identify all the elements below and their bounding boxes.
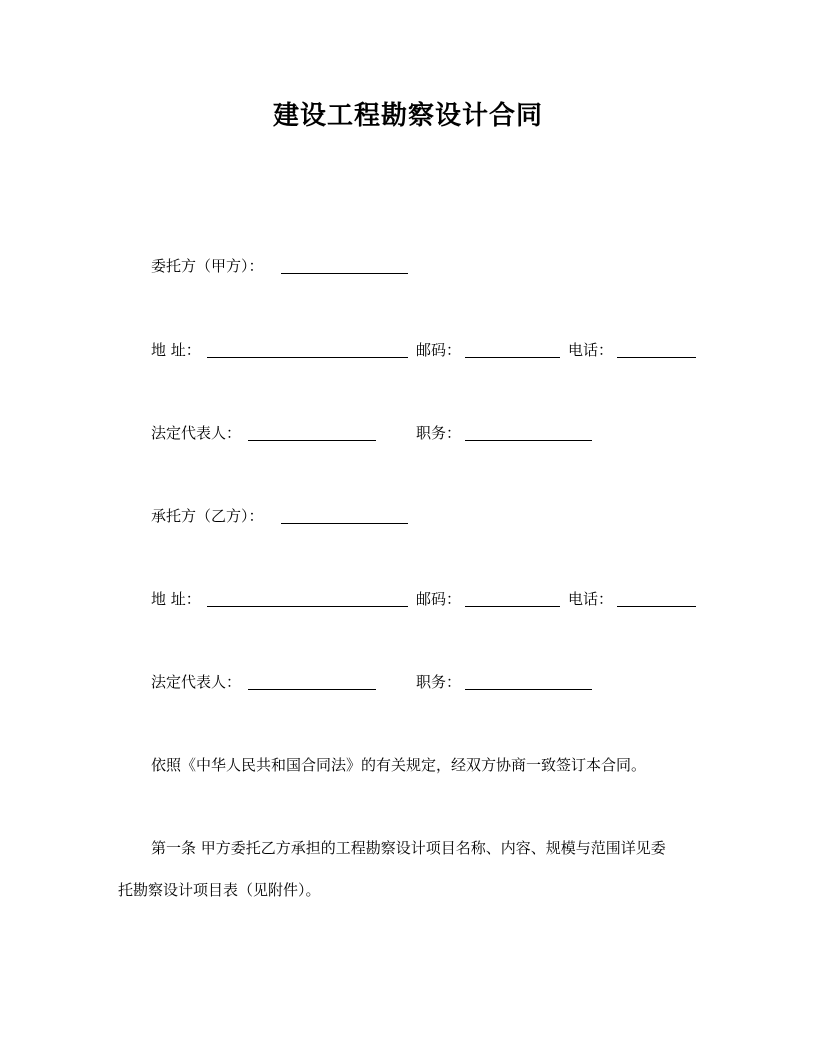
party-a-rep-row: [0, 421, 816, 445]
party-a-rep-blank: [248, 440, 376, 441]
party-b-address-row: [0, 587, 816, 611]
party-a-postcode-label: 邮码：: [416, 341, 462, 359]
party-b-label: 承托方（乙方）：: [151, 507, 264, 525]
party-b-phone-blank: [617, 606, 696, 607]
party-a-position-label: 职务：: [416, 424, 462, 442]
party-a-address-blank: [207, 357, 408, 358]
article-1-text-line-2: 托勘察设计项目表（见附件）。: [118, 881, 321, 899]
document-title: 建设工程勘察设计合同: [272, 101, 543, 131]
party-b-position-blank: [465, 689, 592, 690]
party-b-name-row: [0, 504, 816, 528]
party-a-address-row: [0, 338, 816, 362]
article-1-line-2: [0, 878, 816, 902]
party-b-rep-row: [0, 670, 816, 694]
party-b-name-blank: [281, 523, 408, 524]
article-1-text-line-1: 第一条 甲方委托乙方承担的工程勘察设计项目名称、内容、规模与范围详见委: [151, 839, 666, 857]
party-b-postcode-label: 邮码：: [416, 590, 462, 608]
party-b-rep-label: 法定代表人：: [151, 673, 242, 691]
party-a-address-label: 地 址：: [151, 341, 201, 359]
party-b-phone-label: 电话：: [568, 590, 614, 608]
party-a-phone-blank: [617, 357, 696, 358]
party-a-position-blank: [465, 440, 592, 441]
party-a-name-row: [0, 254, 816, 278]
party-b-postcode-blank: [465, 606, 560, 607]
party-a-rep-label: 法定代表人：: [151, 424, 242, 442]
party-a-postcode-blank: [465, 357, 560, 358]
party-b-position-label: 职务：: [416, 673, 462, 691]
article-1-line-1: [0, 836, 816, 860]
party-b-address-label: 地 址：: [151, 590, 201, 608]
party-b-address-blank: [207, 606, 408, 607]
party-a-phone-label: 电话：: [568, 341, 614, 359]
party-a-name-blank: [281, 273, 408, 274]
preamble-paragraph: [0, 753, 816, 777]
party-a-label: 委托方（甲方）：: [151, 257, 264, 275]
party-b-rep-blank: [248, 689, 376, 690]
preamble-text: 依照《中华人民共和国合同法》的有关规定，经双方协商一致签订本合同。: [151, 756, 647, 774]
